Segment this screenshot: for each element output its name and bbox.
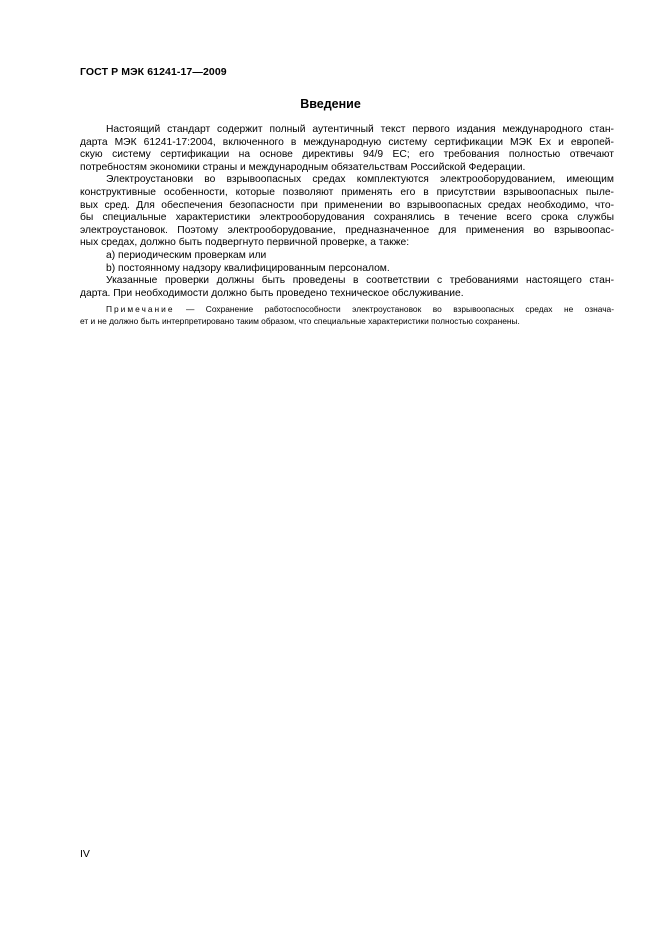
note <box>80 304 614 327</box>
text-line: дарта МЭК 61241-17:2004, включенного в международную систему сертификации МЭК Ex и европей- <box>80 136 614 148</box>
note-line-1 <box>80 304 614 316</box>
note-line-2: ет и не должно быть интерпретировано таким образом, что специальные характеристики полностью сохранены. <box>80 315 520 326</box>
text-line: ных средах, должно быть подвергнуто первичной проверке, а также: <box>80 237 410 249</box>
paragraph-lines <box>80 124 614 300</box>
text-line: конструктивные особенности, которые позволяют применять его в присутствии взрывоопасных пыле- <box>80 186 614 198</box>
text-line: Настоящий стандарт содержит полный аутентичный текст первого издания международного стан- <box>106 124 614 135</box>
text-line: Электроустановки во взрывоопасных средах комплектуются электрооборудованием, имеющим <box>106 174 614 186</box>
text-line: a) периодическим проверкам или <box>106 249 267 261</box>
note-label: Примечание <box>106 304 175 315</box>
text-line: бы специальные характеристики электрооборудования сохранялись в течение всего срока службы <box>80 212 614 224</box>
text-line: скую систему сертификации на основе директивы 94/9 ЕС; его требования полностью отвечают <box>80 149 614 161</box>
note-text-1: — Сохранение работоспособности электроустановок во взрывоопасных средах не означа- <box>174 304 614 315</box>
text-line: b) постоянному надзору квалифицированным персоналом. <box>106 262 390 274</box>
document-header: ГОСТ Р МЭК 61241-17—2009 <box>80 66 227 78</box>
text-line: потребностям экономики страны и международным обязательствам Российской Федерации. <box>80 161 526 173</box>
section-title: Введение <box>300 97 361 111</box>
body-text <box>80 124 614 328</box>
page-number: IV <box>80 848 90 860</box>
text-line: Указанные проверки должны быть проведены в соответствии с требованиями настоящего стан- <box>106 275 614 287</box>
text-line: дарта. При необходимости должно быть проведено техническое обслуживание. <box>80 287 464 299</box>
text-line: вых сред. Для обеспечения безопасности при применении во взрывоопасных средах необходимо, что- <box>80 199 614 211</box>
text-line: электроустановок. Поэтому электрооборудование, предназначенное для применения во взрывоопас- <box>80 224 614 236</box>
